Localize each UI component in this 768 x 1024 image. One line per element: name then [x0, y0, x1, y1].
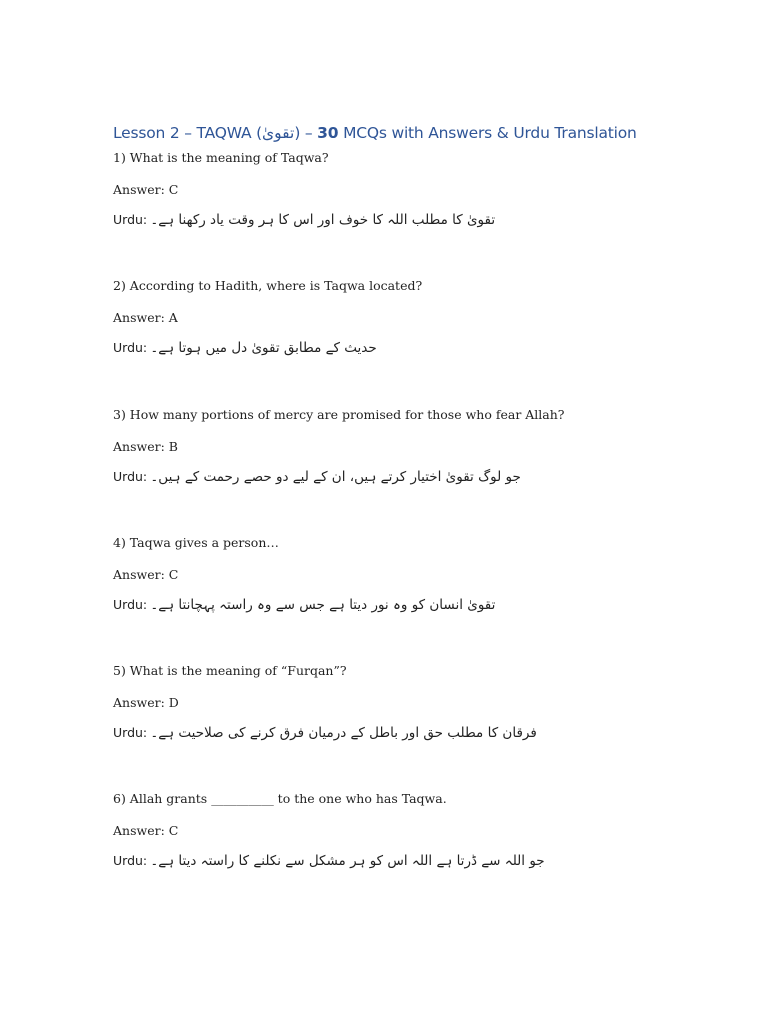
urdu-label: Urdu: — [113, 597, 148, 612]
answer-text: Answer: D — [113, 695, 179, 710]
urdu-label: Urdu: — [113, 853, 148, 868]
question-text: 3) How many portions of mercy are promised for those who fear Allah? — [113, 407, 565, 422]
urdu-text: تقویٰ انسان کو وہ نور دیتا ہے جس سے وہ راستہ پہچانتا ہے۔ — [150, 597, 496, 613]
urdu-translation-row — [113, 725, 537, 741]
urdu-label: Urdu: — [113, 340, 148, 355]
urdu-text: فرقان کا مطلب حق اور باطل کے درمیان فرق کرنے کی صلاحیت ہے۔ — [150, 725, 537, 741]
urdu-label: Urdu: — [113, 725, 148, 740]
urdu-text: جو اللہ سے ڈرتا ہے اللہ اس کو ہر مشکل سے نکلنے کا راستہ دیتا ہے۔ — [150, 853, 545, 869]
urdu-text: حدیث کے مطابق تقویٰ دل میں ہوتا ہے۔ — [150, 340, 377, 356]
urdu-label: Urdu: — [113, 212, 148, 227]
question-text: 6) Allah grants __________ to the one who has Taqwa. — [113, 791, 447, 806]
question-text: 2) According to Hadith, where is Taqwa located? — [113, 278, 423, 293]
urdu-translation-row — [113, 853, 545, 869]
answer-text: Answer: C — [113, 567, 179, 582]
urdu-translation-row — [113, 469, 521, 485]
title-number: 30 — [317, 124, 339, 142]
question-text: 5) What is the meaning of “Furqan”? — [113, 663, 347, 678]
urdu-text: تقویٰ کا مطلب اللہ کا خوف اور اس کا ہر وقت یاد رکھنا ہے۔ — [150, 212, 496, 228]
question-text: 1) What is the meaning of Taqwa? — [113, 150, 329, 165]
question-text: 4) Taqwa gives a person… — [113, 535, 279, 550]
page-title — [113, 124, 637, 142]
title-middle: ) – — [294, 124, 318, 142]
answer-text: Answer: C — [113, 823, 179, 838]
title-arabic: تقویٰ — [262, 124, 295, 142]
urdu-translation-row — [113, 597, 495, 613]
answer-text: Answer: B — [113, 439, 178, 454]
title-prefix: Lesson 2 – TAQWA ( — [113, 124, 263, 142]
urdu-label: Urdu: — [113, 469, 148, 484]
urdu-translation-row — [113, 212, 495, 228]
answer-text: Answer: A — [113, 310, 178, 325]
urdu-text: جو لوگ تقویٰ اختیار کرتے ہیں، ان کے لیے دو حصے رحمت کے ہیں۔ — [150, 469, 521, 485]
urdu-translation-row — [113, 340, 377, 356]
title-suffix: MCQs with Answers & Urdu Translation — [338, 124, 637, 142]
answer-text: Answer: C — [113, 182, 179, 197]
